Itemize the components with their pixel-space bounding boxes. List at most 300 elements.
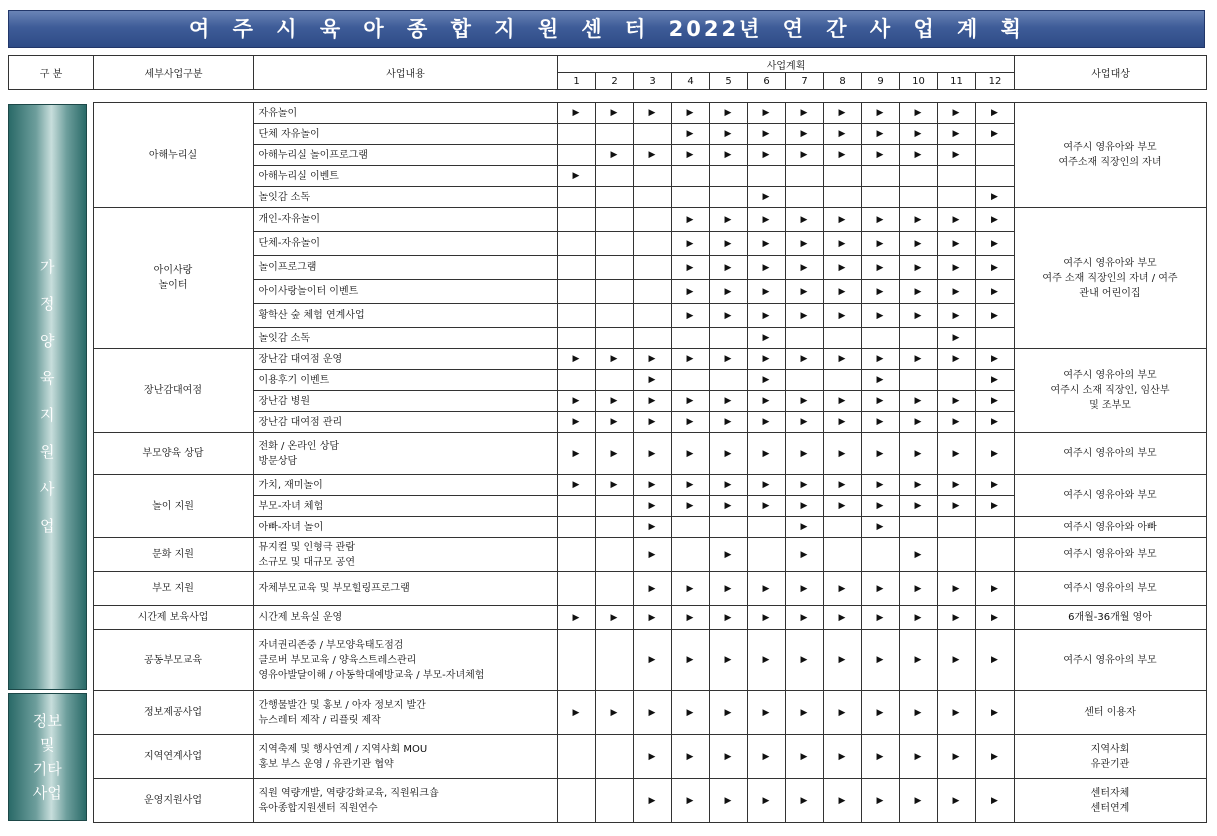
month-cell-10: ▶: [899, 145, 937, 166]
item-content: [253, 145, 557, 166]
month-cell-12: ▶: [975, 391, 1014, 412]
month-cell-4: ▶: [671, 412, 709, 433]
month-cell-10: ▶: [899, 606, 937, 630]
month-cell-3: ▶: [633, 349, 671, 370]
month-cell-12: ▶: [975, 304, 1014, 328]
month-cell-7: [785, 187, 823, 208]
month-cell-2: [595, 779, 633, 823]
category-cell: [8, 691, 93, 823]
month-cell-3: ▶: [633, 145, 671, 166]
month-cell-7: [785, 328, 823, 349]
month-cell-6: ▶: [747, 779, 785, 823]
month-cell-2: ▶: [595, 475, 633, 496]
month-cell-4: ▶: [671, 103, 709, 124]
month-cell-1: ▶: [557, 691, 595, 735]
month-cell-12: ▶: [975, 103, 1014, 124]
item-text: 가치, 재미놀이: [258, 479, 323, 491]
month-cell-6: ▶: [747, 391, 785, 412]
month-cell-1: [557, 572, 595, 606]
month-cell-1: [557, 517, 595, 538]
month-cell-4: [671, 370, 709, 391]
section-target: 여주시 영유아와 부모 여주소재 직장인의 자녀: [1014, 103, 1206, 208]
month-cell-4: ▶: [671, 475, 709, 496]
month-cell-6: ▶: [747, 572, 785, 606]
month-cell-7: ▶: [785, 412, 823, 433]
month-cell-8: ▶: [823, 779, 861, 823]
item-content: [253, 103, 557, 124]
month-cell-1: [557, 208, 595, 232]
month-header-12: 12: [976, 73, 1015, 90]
month-cell-9: [861, 538, 899, 572]
month-cell-6: [747, 166, 785, 187]
month-cell-2: ▶: [595, 349, 633, 370]
month-cell-10: [899, 187, 937, 208]
month-cell-5: ▶: [709, 779, 747, 823]
month-cell-6: ▶: [747, 475, 785, 496]
month-cell-10: [899, 517, 937, 538]
month-cell-2: [595, 735, 633, 779]
month-cell-1: [557, 779, 595, 823]
month-cell-10: ▶: [899, 779, 937, 823]
month-cell-5: [709, 370, 747, 391]
section-name: 공동부모교육: [93, 630, 253, 691]
month-cell-7: ▶: [785, 208, 823, 232]
month-cell-12: ▶: [975, 208, 1014, 232]
month-cell-2: [595, 304, 633, 328]
month-cell-12: ▶: [975, 280, 1014, 304]
month-cell-1: [557, 630, 595, 691]
month-cell-3: ▶: [633, 103, 671, 124]
month-cell-1: ▶: [557, 391, 595, 412]
month-cell-4: ▶: [671, 433, 709, 475]
month-cell-10: ▶: [899, 280, 937, 304]
month-cell-7: ▶: [785, 232, 823, 256]
month-cell-9: ▶: [861, 145, 899, 166]
month-cell-11: [937, 370, 975, 391]
item-text: 놀잇감 소독: [258, 191, 310, 203]
month-cell-8: ▶: [823, 145, 861, 166]
month-cell-6: ▶: [747, 304, 785, 328]
month-cell-4: ▶: [671, 572, 709, 606]
month-cell-2: [595, 572, 633, 606]
month-cell-12: ▶: [975, 779, 1014, 823]
month-cell-12: ▶: [975, 349, 1014, 370]
month-header-7: 7: [786, 73, 824, 90]
item-content: [253, 538, 557, 572]
month-cell-11: ▶: [937, 232, 975, 256]
month-cell-1: [557, 328, 595, 349]
month-cell-9: ▶: [861, 103, 899, 124]
month-cell-2: [595, 187, 633, 208]
month-header-5: 5: [710, 73, 748, 90]
month-cell-8: ▶: [823, 630, 861, 691]
month-cell-5: ▶: [709, 433, 747, 475]
month-cell-1: [557, 735, 595, 779]
header-subcategory: 세부사업구분: [94, 56, 254, 90]
month-cell-5: ▶: [709, 538, 747, 572]
month-header-9: 9: [862, 73, 900, 90]
month-cell-11: ▶: [937, 391, 975, 412]
month-cell-6: ▶: [747, 328, 785, 349]
section-target: 여주시 영유아와 부모: [1014, 538, 1206, 572]
section-name: 부모 지원: [93, 572, 253, 606]
item-text: 장난감 대여점 관리: [258, 416, 343, 428]
month-cell-11: [937, 166, 975, 187]
month-cell-11: ▶: [937, 572, 975, 606]
month-cell-5: ▶: [709, 145, 747, 166]
month-cell-9: ▶: [861, 475, 899, 496]
month-cell-8: [823, 517, 861, 538]
month-cell-4: ▶: [671, 391, 709, 412]
header-category: 구 분: [9, 56, 94, 90]
item-content: [253, 779, 557, 823]
month-cell-10: ▶: [899, 256, 937, 280]
item-text: 직원 역량개발, 역량강화교육, 직원워크숍 육아종합지원센터 직원연수: [258, 787, 439, 814]
month-cell-6: [747, 517, 785, 538]
month-cell-7: ▶: [785, 496, 823, 517]
month-cell-6: ▶: [747, 433, 785, 475]
month-cell-4: ▶: [671, 232, 709, 256]
month-cell-6: ▶: [747, 349, 785, 370]
item-text: 놀잇감 소독: [258, 332, 310, 344]
item-text: 이용후기 이벤트: [258, 374, 330, 386]
month-cell-10: ▶: [899, 475, 937, 496]
month-cell-12: ▶: [975, 735, 1014, 779]
month-cell-8: [823, 370, 861, 391]
month-cell-8: ▶: [823, 232, 861, 256]
month-header-8: 8: [824, 73, 862, 90]
month-cell-12: ▶: [975, 256, 1014, 280]
section-target: 여주시 영유아와 부모 여주 소재 직장인의 자녀 / 여주 관내 어린이집: [1014, 208, 1206, 349]
month-cell-8: [823, 166, 861, 187]
month-cell-11: ▶: [937, 349, 975, 370]
month-cell-1: [557, 496, 595, 517]
month-cell-8: ▶: [823, 433, 861, 475]
month-cell-8: ▶: [823, 124, 861, 145]
month-cell-7: ▶: [785, 517, 823, 538]
month-cell-10: [899, 370, 937, 391]
month-cell-5: ▶: [709, 124, 747, 145]
month-cell-3: [633, 187, 671, 208]
month-cell-8: ▶: [823, 349, 861, 370]
month-cell-11: ▶: [937, 433, 975, 475]
month-cell-9: [861, 328, 899, 349]
month-cell-3: ▶: [633, 779, 671, 823]
item-content: [253, 433, 557, 475]
month-cell-3: ▶: [633, 538, 671, 572]
month-cell-2: [595, 370, 633, 391]
header-plan: 사업계획: [558, 56, 1015, 73]
month-cell-1: ▶: [557, 412, 595, 433]
item-content: [253, 391, 557, 412]
month-cell-12: [975, 328, 1014, 349]
item-text: 아해누리실 이벤트: [258, 170, 339, 182]
month-cell-3: ▶: [633, 606, 671, 630]
item-text: 아이사랑놀이터 이벤트: [258, 286, 359, 297]
month-cell-4: [671, 517, 709, 538]
month-cell-11: ▶: [937, 630, 975, 691]
month-cell-8: ▶: [823, 391, 861, 412]
month-cell-8: ▶: [823, 572, 861, 606]
month-cell-5: [709, 187, 747, 208]
item-text: 뮤지컬 및 인형극 관람 소규모 및 대규모 공연: [258, 541, 355, 568]
month-cell-5: ▶: [709, 691, 747, 735]
item-content: [253, 124, 557, 145]
month-cell-6: ▶: [747, 103, 785, 124]
month-cell-6: ▶: [747, 145, 785, 166]
month-cell-3: ▶: [633, 391, 671, 412]
month-cell-5: ▶: [709, 232, 747, 256]
month-cell-3: ▶: [633, 735, 671, 779]
month-cell-3: ▶: [633, 572, 671, 606]
month-cell-11: ▶: [937, 412, 975, 433]
month-cell-10: ▶: [899, 412, 937, 433]
month-cell-10: ▶: [899, 304, 937, 328]
month-cell-3: ▶: [633, 496, 671, 517]
table-row: [8, 433, 1206, 475]
month-cell-7: ▶: [785, 256, 823, 280]
month-cell-10: ▶: [899, 735, 937, 779]
section-name: 부모양육 상담: [93, 433, 253, 475]
category-cell: [8, 103, 93, 691]
month-cell-1: [557, 145, 595, 166]
month-cell-2: [595, 124, 633, 145]
month-cell-10: ▶: [899, 103, 937, 124]
month-cell-11: ▶: [937, 328, 975, 349]
item-content: [253, 370, 557, 391]
section-target: 센터 이용자: [1014, 691, 1206, 735]
section-target: 여주시 영유아의 부모: [1014, 572, 1206, 606]
item-content: [253, 496, 557, 517]
month-cell-6: ▶: [747, 124, 785, 145]
item-text: 전화 / 온라인 상담 방문상담: [258, 440, 340, 467]
month-cell-12: ▶: [975, 475, 1014, 496]
section-target: 6개월-36개월 영아: [1014, 606, 1206, 630]
month-cell-6: ▶: [747, 280, 785, 304]
month-cell-5: [709, 166, 747, 187]
month-cell-4: ▶: [671, 606, 709, 630]
month-cell-11: [937, 538, 975, 572]
month-cell-5: ▶: [709, 735, 747, 779]
month-cell-2: [595, 280, 633, 304]
month-cell-7: ▶: [785, 304, 823, 328]
month-cell-3: ▶: [633, 433, 671, 475]
page-title: 여 주 시 육 아 종 합 지 원 센 터 2022년 연 간 사 업 계 획: [189, 17, 1024, 41]
month-cell-6: ▶: [747, 187, 785, 208]
month-header-6: 6: [748, 73, 786, 90]
month-cell-9: ▶: [861, 232, 899, 256]
month-header-3: 3: [634, 73, 672, 90]
month-cell-5: ▶: [709, 606, 747, 630]
month-cell-11: [937, 517, 975, 538]
month-cell-11: ▶: [937, 145, 975, 166]
section-target: 여주시 영유아의 부모 여주시 소재 직장인, 임산부 및 조부모: [1014, 349, 1206, 433]
month-cell-7: ▶: [785, 349, 823, 370]
month-cell-12: ▶: [975, 606, 1014, 630]
month-cell-3: ▶: [633, 475, 671, 496]
month-cell-12: ▶: [975, 412, 1014, 433]
section-target: 여주시 영유아와 아빠: [1014, 517, 1206, 538]
month-header-11: 11: [938, 73, 976, 90]
month-cell-8: ▶: [823, 304, 861, 328]
item-content: [253, 735, 557, 779]
table-row: [8, 208, 1206, 232]
item-content: [253, 606, 557, 630]
month-cell-5: ▶: [709, 280, 747, 304]
month-cell-1: [557, 256, 595, 280]
section-target: 센터자체 센터연계: [1014, 779, 1206, 823]
section-name: 문화 지원: [93, 538, 253, 572]
item-content: [253, 475, 557, 496]
item-content: [253, 630, 557, 691]
month-cell-10: ▶: [899, 433, 937, 475]
month-cell-5: ▶: [709, 630, 747, 691]
item-text: 부모-자녀 체험: [258, 500, 324, 512]
table-row: [8, 349, 1206, 370]
month-cell-5: ▶: [709, 304, 747, 328]
month-cell-12: ▶: [975, 232, 1014, 256]
table-row: [8, 779, 1206, 823]
month-cell-7: ▶: [785, 103, 823, 124]
month-cell-3: ▶: [633, 370, 671, 391]
item-content: [253, 691, 557, 735]
month-cell-7: ▶: [785, 538, 823, 572]
item-content: [253, 280, 557, 304]
item-text: 단체 자유놀이: [258, 128, 320, 140]
month-cell-4: ▶: [671, 691, 709, 735]
month-cell-4: [671, 328, 709, 349]
item-content: [253, 256, 557, 280]
month-cell-7: ▶: [785, 433, 823, 475]
month-cell-6: ▶: [747, 735, 785, 779]
month-cell-9: ▶: [861, 606, 899, 630]
month-cell-3: [633, 232, 671, 256]
item-text: 장난감 병원: [258, 395, 310, 407]
month-cell-3: [633, 328, 671, 349]
month-cell-3: [633, 124, 671, 145]
month-cell-10: ▶: [899, 232, 937, 256]
month-cell-11: ▶: [937, 496, 975, 517]
month-cell-1: ▶: [557, 606, 595, 630]
item-text: 아해누리실 놀이프로그램: [258, 149, 368, 161]
month-cell-9: ▶: [861, 496, 899, 517]
month-cell-2: ▶: [595, 391, 633, 412]
month-cell-1: [557, 280, 595, 304]
item-content: [253, 208, 557, 232]
month-cell-12: ▶: [975, 496, 1014, 517]
month-cell-7: ▶: [785, 735, 823, 779]
month-cell-9: ▶: [861, 370, 899, 391]
month-cell-1: [557, 232, 595, 256]
item-content: [253, 187, 557, 208]
section-name: 장난감대여점: [93, 349, 253, 433]
section-target: 여주시 영유아의 부모: [1014, 433, 1206, 475]
item-content: [253, 517, 557, 538]
month-cell-7: [785, 166, 823, 187]
month-cell-1: ▶: [557, 433, 595, 475]
month-cell-10: ▶: [899, 538, 937, 572]
month-cell-9: ▶: [861, 779, 899, 823]
month-cell-6: ▶: [747, 630, 785, 691]
month-header-4: 4: [672, 73, 710, 90]
header-table: [8, 55, 1207, 90]
month-cell-2: [595, 538, 633, 572]
month-cell-9: ▶: [861, 256, 899, 280]
month-cell-4: ▶: [671, 256, 709, 280]
month-cell-9: ▶: [861, 208, 899, 232]
month-cell-2: ▶: [595, 691, 633, 735]
month-cell-9: ▶: [861, 391, 899, 412]
month-cell-11: ▶: [937, 691, 975, 735]
month-cell-10: [899, 328, 937, 349]
month-cell-9: ▶: [861, 735, 899, 779]
table-row: [8, 735, 1206, 779]
month-cell-8: ▶: [823, 496, 861, 517]
month-cell-9: ▶: [861, 630, 899, 691]
month-cell-12: ▶: [975, 630, 1014, 691]
month-header-10: 10: [900, 73, 938, 90]
month-cell-9: ▶: [861, 124, 899, 145]
month-cell-12: ▶: [975, 370, 1014, 391]
month-cell-10: ▶: [899, 630, 937, 691]
table-row: [8, 538, 1206, 572]
month-cell-1: [557, 538, 595, 572]
month-cell-4: ▶: [671, 779, 709, 823]
month-cell-4: ▶: [671, 496, 709, 517]
month-cell-4: ▶: [671, 304, 709, 328]
month-cell-10: ▶: [899, 124, 937, 145]
month-cell-2: [595, 256, 633, 280]
month-cell-2: [595, 232, 633, 256]
section-name: 정보제공사업: [93, 691, 253, 735]
month-cell-10: ▶: [899, 391, 937, 412]
month-cell-3: [633, 280, 671, 304]
month-cell-5: ▶: [709, 572, 747, 606]
month-cell-11: ▶: [937, 735, 975, 779]
month-header-1: 1: [558, 73, 596, 90]
month-cell-3: [633, 256, 671, 280]
month-cell-4: [671, 538, 709, 572]
month-cell-7: ▶: [785, 779, 823, 823]
month-cell-5: ▶: [709, 412, 747, 433]
category-info-other: 정보 및 기타 사업: [8, 693, 87, 821]
month-cell-6: ▶: [747, 496, 785, 517]
item-content: [253, 166, 557, 187]
item-text: 단체-자유놀이: [258, 238, 321, 249]
item-text: 황학산 숲 체험 연계사업: [258, 310, 365, 321]
month-cell-11: ▶: [937, 475, 975, 496]
month-cell-11: ▶: [937, 208, 975, 232]
month-cell-8: [823, 538, 861, 572]
month-cell-2: ▶: [595, 145, 633, 166]
item-text: 놀이프로그램: [258, 262, 317, 273]
month-cell-6: ▶: [747, 256, 785, 280]
month-cell-11: ▶: [937, 304, 975, 328]
month-cell-10: ▶: [899, 572, 937, 606]
month-cell-3: ▶: [633, 412, 671, 433]
item-content: [253, 349, 557, 370]
month-cell-12: [975, 538, 1014, 572]
month-cell-7: ▶: [785, 280, 823, 304]
month-cell-7: ▶: [785, 124, 823, 145]
month-cell-1: [557, 187, 595, 208]
month-cell-12: [975, 166, 1014, 187]
month-cell-4: ▶: [671, 124, 709, 145]
month-cell-11: ▶: [937, 280, 975, 304]
item-text: 자체부모교육 및 부모힐링프로그램: [258, 583, 410, 594]
section-name: 지역연계사업: [93, 735, 253, 779]
month-cell-7: ▶: [785, 145, 823, 166]
